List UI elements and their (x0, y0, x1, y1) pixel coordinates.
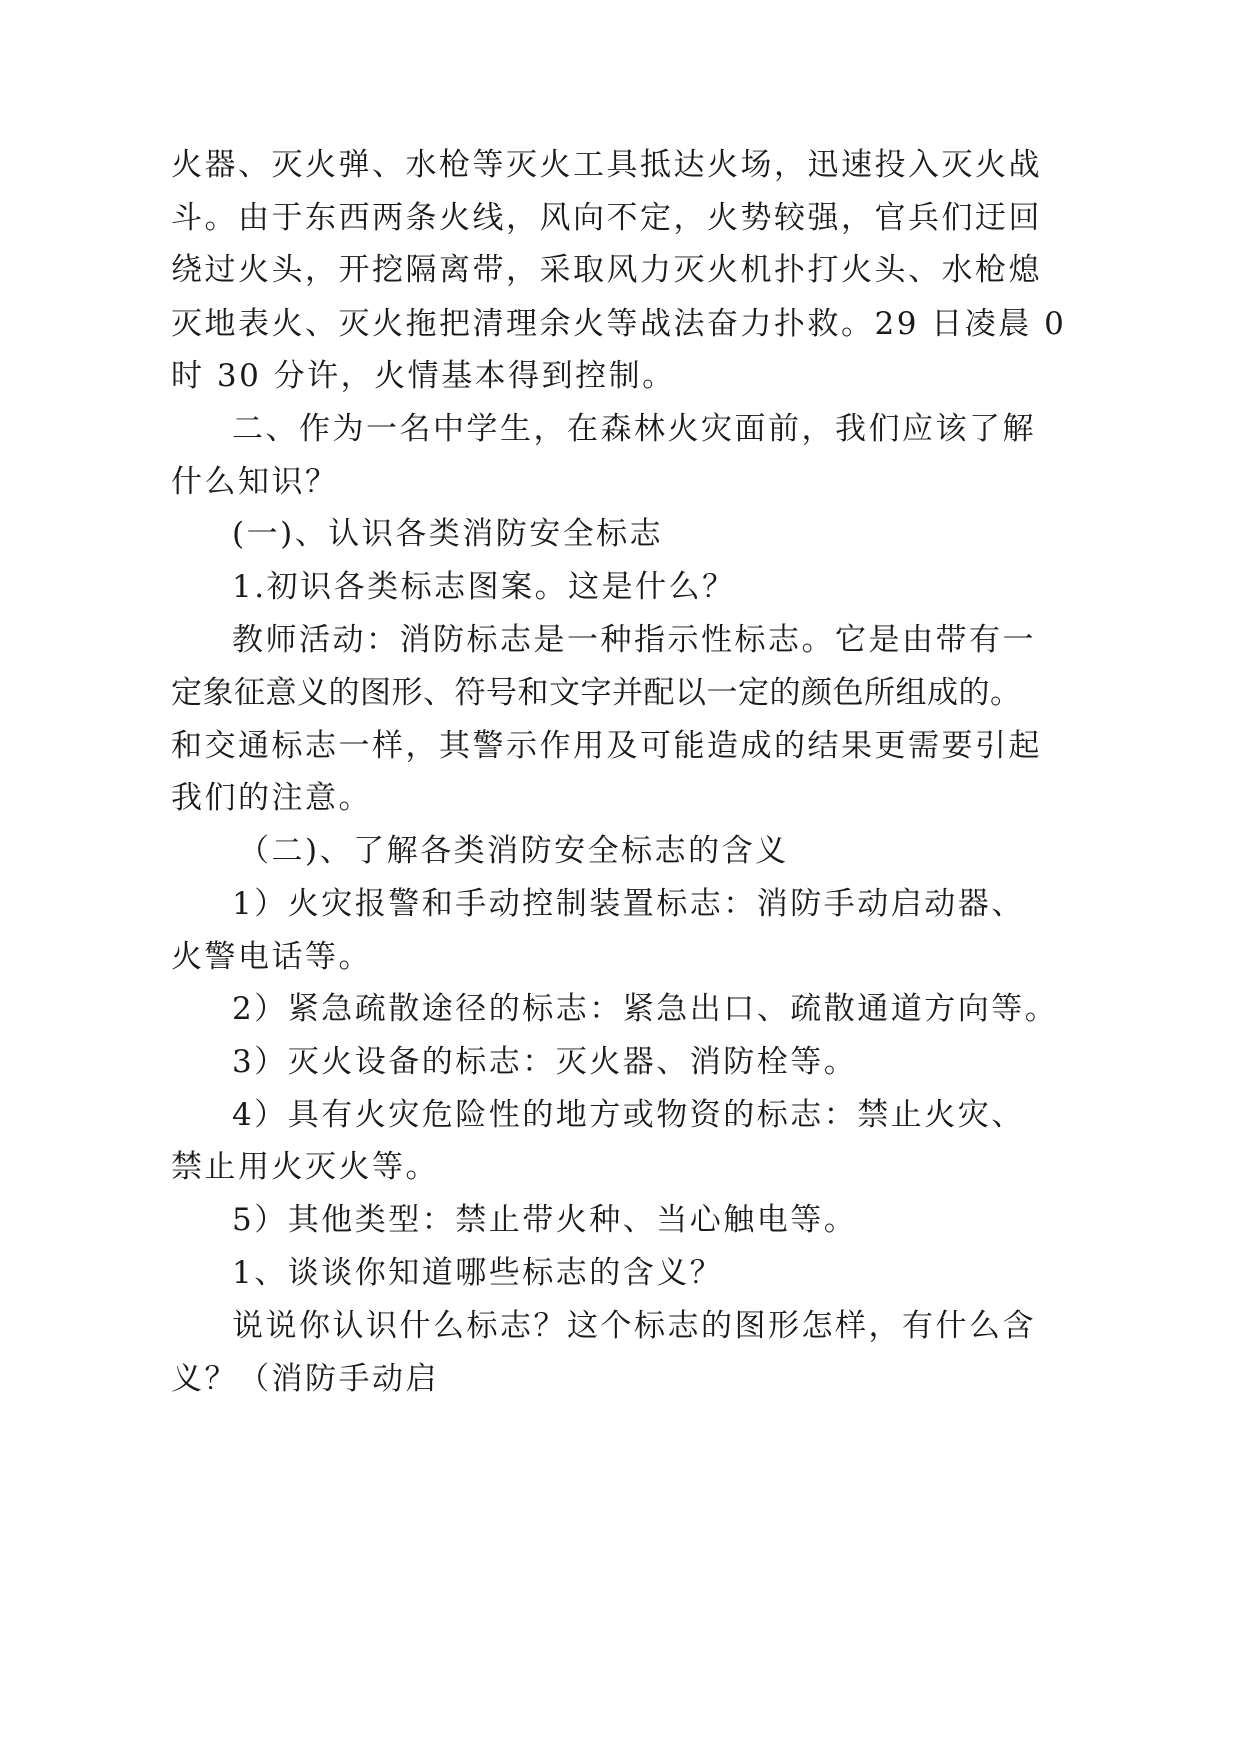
text-line: 3）灭火设备的标志：灭火器、消防栓等。 (232, 1044, 858, 1080)
text-line: 灭地表火、灭火拖把清理余火等战法奋力扑救。29 日凌晨 0 (171, 306, 1067, 342)
text-line: 2）紧急疏散途径的标志：紧急出口、疏散通道方向等。 (232, 991, 1059, 1027)
text-line: 5）其他类型：禁止带火种、当心触电等。 (232, 1202, 858, 1238)
text-line: 斗。由于东西两条火线，风向不定，火势较强，官兵们迂回 (171, 200, 1042, 236)
text-line: (一)、认识各类消防安全标志 (232, 516, 664, 552)
text-line: 1）火灾报警和手动控制装置标志：消防手动启动器、 (232, 886, 1025, 922)
text-line: 什么知识？ (171, 464, 339, 500)
text-line: 说说你认识什么标志？这个标志的图形怎样，有什么含 (232, 1308, 1036, 1344)
text-line: 绕过火头，开挖隔离带，采取风力灭火机扑打火头、水枪熄 (171, 252, 1042, 288)
text-line: 义？（消防手动启 (171, 1361, 439, 1397)
text-line: 火警电话等。 (171, 939, 372, 975)
text-line: 1.初识各类标志图案。这是什么？ (232, 569, 736, 605)
text-line: 火器、灭火弹、水枪等灭火工具抵达火场，迅速投入灭火战 (171, 147, 1042, 183)
text-line: 教师活动：消防标志是一种指示性标志。它是由带有一 (232, 622, 1036, 658)
text-line: 定象征意义的图形、符号和文字并配以一定的颜色所组成的。 (171, 675, 1022, 711)
text-line: 我们的注意。 (171, 780, 372, 816)
text-line: 和交通标志一样，其警示作用及可能造成的结果更需要引起 (171, 728, 1042, 764)
text-line: （二)、了解各类消防安全标志的含义 (238, 833, 789, 869)
text-line: 禁止用火灭火等。 (171, 1149, 439, 1185)
text-line: 时 30 分许，火情基本得到控制。 (171, 358, 676, 394)
text-line: 二、作为一名中学生，在森林火灾面前，我们应该了解 (232, 411, 1036, 447)
text-line: 4）具有火灾危险性的地方或物资的标志：禁止火灾、 (232, 1097, 1025, 1133)
text-line: 1、谈谈你知道哪些标志的含义？ (232, 1255, 724, 1291)
